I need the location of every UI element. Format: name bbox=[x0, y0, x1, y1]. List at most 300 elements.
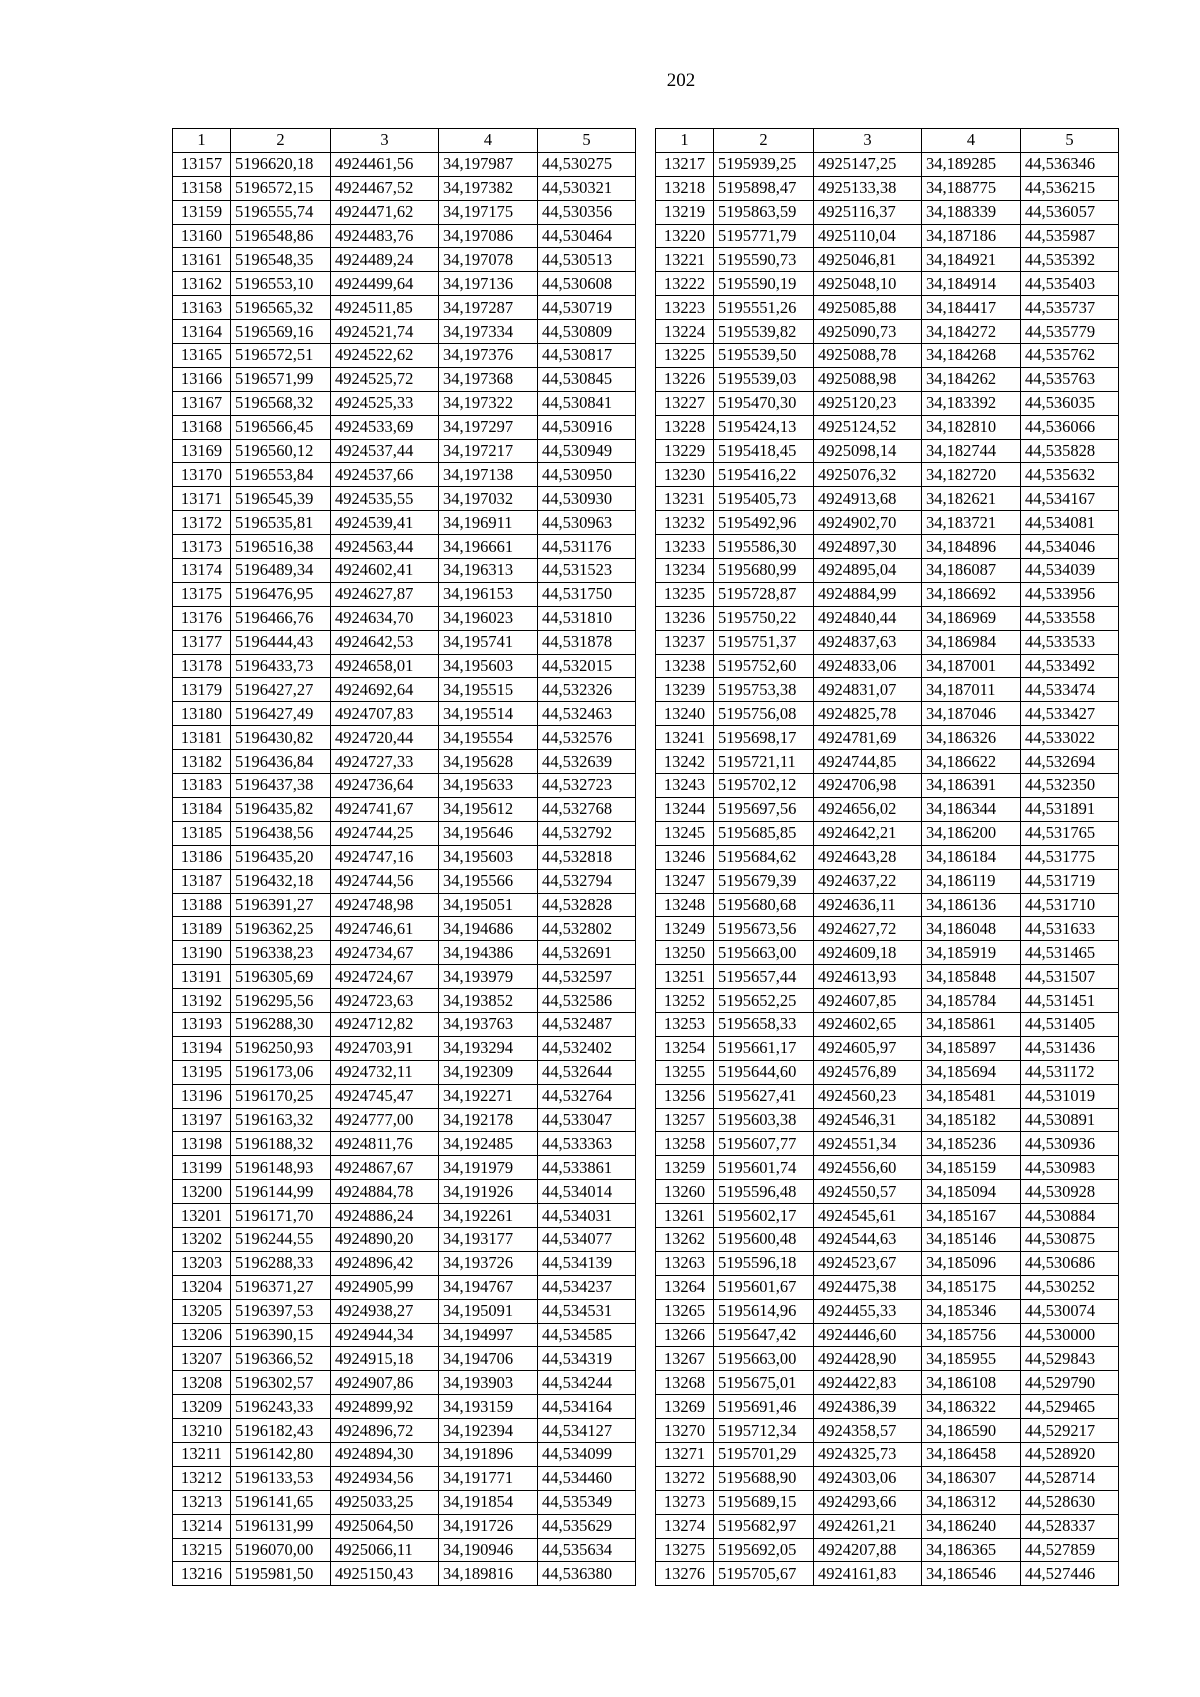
table-cell: 4924642,53 bbox=[331, 630, 439, 654]
table-cell: 34,185784 bbox=[922, 989, 1021, 1013]
table-cell: 34,185146 bbox=[922, 1227, 1021, 1251]
table-cell: 34,192485 bbox=[439, 1132, 538, 1156]
table-cell: 13235 bbox=[656, 582, 714, 606]
table-cell: 13259 bbox=[656, 1156, 714, 1180]
table-cell: 34,185167 bbox=[922, 1204, 1021, 1228]
table-cell: 13243 bbox=[656, 774, 714, 798]
table-cell: 34,193177 bbox=[439, 1227, 538, 1251]
table-cell: 5196566,45 bbox=[231, 415, 331, 439]
table-cell: 5195614,96 bbox=[714, 1299, 814, 1323]
table-cell: 13230 bbox=[656, 463, 714, 487]
table-cell: 13255 bbox=[656, 1060, 714, 1084]
table-cell: 44,536346 bbox=[1021, 152, 1119, 176]
table-cell: 5195602,17 bbox=[714, 1204, 814, 1228]
table-cell: 5196548,35 bbox=[231, 248, 331, 272]
table-cell: 13175 bbox=[173, 582, 231, 606]
table-cell: 13258 bbox=[656, 1132, 714, 1156]
table-cell: 13226 bbox=[656, 367, 714, 391]
table-row bbox=[173, 559, 636, 583]
table-cell: 4925110,04 bbox=[814, 224, 922, 248]
table-cell: 5195751,37 bbox=[714, 630, 814, 654]
table-cell: 34,197334 bbox=[439, 320, 538, 344]
table-cell: 5196133,53 bbox=[231, 1466, 331, 1490]
table-cell: 44,536066 bbox=[1021, 415, 1119, 439]
table-row bbox=[173, 1108, 636, 1132]
table-cell: 13169 bbox=[173, 439, 231, 463]
table-row bbox=[656, 1538, 1119, 1562]
table-cell: 44,535403 bbox=[1021, 272, 1119, 296]
table-cell: 44,532691 bbox=[538, 941, 636, 965]
table-cell: 4924658,01 bbox=[331, 654, 439, 678]
table-cell: 4924499,64 bbox=[331, 272, 439, 296]
table-cell: 4925085,88 bbox=[814, 296, 922, 320]
table-row bbox=[173, 248, 636, 272]
table-cell: 5195539,03 bbox=[714, 367, 814, 391]
table-cell: 44,530875 bbox=[1021, 1227, 1119, 1251]
table-cell: 4924446,60 bbox=[814, 1323, 922, 1347]
table-cell: 5195600,48 bbox=[714, 1227, 814, 1251]
table-cell: 4925120,23 bbox=[814, 391, 922, 415]
table-cell: 5196173,06 bbox=[231, 1060, 331, 1084]
table-cell: 5196548,86 bbox=[231, 224, 331, 248]
table-cell: 4924707,83 bbox=[331, 702, 439, 726]
table-cell: 44,532802 bbox=[538, 917, 636, 941]
table-row bbox=[656, 200, 1119, 224]
table-row bbox=[656, 391, 1119, 415]
table-cell: 5196560,12 bbox=[231, 439, 331, 463]
table-cell: 44,530686 bbox=[1021, 1251, 1119, 1275]
table-cell: 5195539,82 bbox=[714, 320, 814, 344]
table-cell: 13268 bbox=[656, 1371, 714, 1395]
table-cell: 4924896,42 bbox=[331, 1251, 439, 1275]
table-cell: 44,532586 bbox=[538, 989, 636, 1013]
table-cell: 13273 bbox=[656, 1490, 714, 1514]
table-cell: 44,534237 bbox=[538, 1275, 636, 1299]
table-cell: 44,530930 bbox=[538, 487, 636, 511]
table-cell: 34,185182 bbox=[922, 1108, 1021, 1132]
table-cell: 5196182,43 bbox=[231, 1419, 331, 1443]
table-cell: 4924455,33 bbox=[814, 1299, 922, 1323]
table-cell: 13194 bbox=[173, 1036, 231, 1060]
table-row bbox=[656, 1419, 1119, 1443]
table-cell: 13216 bbox=[173, 1562, 231, 1586]
table-cell: 5195673,56 bbox=[714, 917, 814, 941]
table-cell: 4924544,63 bbox=[814, 1227, 922, 1251]
table-cell: 44,530464 bbox=[538, 224, 636, 248]
table-cell: 13178 bbox=[173, 654, 231, 678]
table-cell: 34,186622 bbox=[922, 750, 1021, 774]
table-cell: 34,186200 bbox=[922, 821, 1021, 845]
table-row bbox=[656, 1347, 1119, 1371]
table-cell: 44,532350 bbox=[1021, 774, 1119, 798]
table-cell: 44,534127 bbox=[538, 1419, 636, 1443]
table-cell: 5195661,17 bbox=[714, 1036, 814, 1060]
table-cell: 34,186048 bbox=[922, 917, 1021, 941]
table-row bbox=[173, 320, 636, 344]
table-cell: 13240 bbox=[656, 702, 714, 726]
table-cell: 5196170,25 bbox=[231, 1084, 331, 1108]
table-cell: 44,530275 bbox=[538, 152, 636, 176]
table-cell: 44,530916 bbox=[538, 415, 636, 439]
table-cell: 5195682,97 bbox=[714, 1514, 814, 1538]
table-cell: 5195492,96 bbox=[714, 511, 814, 535]
table-cell: 13209 bbox=[173, 1395, 231, 1419]
table-cell: 13271 bbox=[656, 1442, 714, 1466]
table-cell: 4924656,02 bbox=[814, 797, 922, 821]
table-cell: 4924944,34 bbox=[331, 1323, 439, 1347]
table-cell: 4924602,41 bbox=[331, 559, 439, 583]
table-cell: 34,182621 bbox=[922, 487, 1021, 511]
table-cell: 4924736,64 bbox=[331, 774, 439, 798]
table-cell: 4924913,68 bbox=[814, 487, 922, 511]
table-cell: 44,531405 bbox=[1021, 1012, 1119, 1036]
table-cell: 44,530000 bbox=[1021, 1323, 1119, 1347]
table-row bbox=[656, 1227, 1119, 1251]
table-cell: 4924303,06 bbox=[814, 1466, 922, 1490]
table-row bbox=[656, 1371, 1119, 1395]
table-cell: 34,186458 bbox=[922, 1442, 1021, 1466]
table-cell: 4925133,38 bbox=[814, 176, 922, 200]
table-row bbox=[656, 439, 1119, 463]
table-cell: 13250 bbox=[656, 941, 714, 965]
column-header: 1 bbox=[656, 129, 714, 153]
table-cell: 34,197297 bbox=[439, 415, 538, 439]
table-cell: 13254 bbox=[656, 1036, 714, 1060]
table-cell: 4924811,76 bbox=[331, 1132, 439, 1156]
table-cell: 13163 bbox=[173, 296, 231, 320]
table-cell: 5196131,99 bbox=[231, 1514, 331, 1538]
table-cell: 4924537,44 bbox=[331, 439, 439, 463]
table-header-row bbox=[656, 129, 1119, 153]
table-cell: 5195658,33 bbox=[714, 1012, 814, 1036]
table-cell: 4924643,28 bbox=[814, 845, 922, 869]
table-row bbox=[173, 893, 636, 917]
table-cell: 13195 bbox=[173, 1060, 231, 1084]
table-cell: 5196371,27 bbox=[231, 1275, 331, 1299]
table-cell: 4924551,34 bbox=[814, 1132, 922, 1156]
table-cell: 4924837,63 bbox=[814, 630, 922, 654]
table-cell: 44,531176 bbox=[538, 535, 636, 559]
table-row bbox=[656, 1036, 1119, 1060]
table-cell: 34,194767 bbox=[439, 1275, 538, 1299]
table-cell: 5196390,15 bbox=[231, 1323, 331, 1347]
table-cell: 44,531810 bbox=[538, 606, 636, 630]
table-cell: 4924884,99 bbox=[814, 582, 922, 606]
column-header: 4 bbox=[439, 129, 538, 153]
table-cell: 4924741,67 bbox=[331, 797, 439, 821]
table-cell: 13162 bbox=[173, 272, 231, 296]
table-cell: 4924720,44 bbox=[331, 726, 439, 750]
table-cell: 13186 bbox=[173, 845, 231, 869]
table-cell: 44,532644 bbox=[538, 1060, 636, 1084]
table-cell: 34,186322 bbox=[922, 1395, 1021, 1419]
table-cell: 4925147,25 bbox=[814, 152, 922, 176]
column-header: 5 bbox=[538, 129, 636, 153]
table-cell: 5195657,44 bbox=[714, 965, 814, 989]
table-cell: 44,531719 bbox=[1021, 869, 1119, 893]
table-cell: 44,531451 bbox=[1021, 989, 1119, 1013]
table-cell: 13242 bbox=[656, 750, 714, 774]
table-cell: 13204 bbox=[173, 1275, 231, 1299]
coordinates-table-right bbox=[655, 128, 1119, 1586]
table-cell: 34,191726 bbox=[439, 1514, 538, 1538]
table-cell: 5195418,45 bbox=[714, 439, 814, 463]
table-row bbox=[173, 1395, 636, 1419]
table-cell: 5195728,87 bbox=[714, 582, 814, 606]
table-row bbox=[656, 1180, 1119, 1204]
table-cell: 5196163,32 bbox=[231, 1108, 331, 1132]
table-cell: 4924521,74 bbox=[331, 320, 439, 344]
table-cell: 5195607,77 bbox=[714, 1132, 814, 1156]
table-cell: 44,530513 bbox=[538, 248, 636, 272]
table-cell: 34,186590 bbox=[922, 1419, 1021, 1443]
table-cell: 4925048,10 bbox=[814, 272, 922, 296]
table-cell: 4924747,16 bbox=[331, 845, 439, 869]
table-cell: 5196288,30 bbox=[231, 1012, 331, 1036]
table-cell: 5196142,80 bbox=[231, 1442, 331, 1466]
table-cell: 34,186326 bbox=[922, 726, 1021, 750]
table-cell: 44,534531 bbox=[538, 1299, 636, 1323]
table-cell: 44,531750 bbox=[538, 582, 636, 606]
table-row bbox=[656, 797, 1119, 821]
table-cell: 4925066,11 bbox=[331, 1538, 439, 1562]
table-cell: 13159 bbox=[173, 200, 231, 224]
table-cell: 34,186307 bbox=[922, 1466, 1021, 1490]
table-cell: 4924894,30 bbox=[331, 1442, 439, 1466]
table-cell: 4924605,97 bbox=[814, 1036, 922, 1060]
table-row bbox=[656, 559, 1119, 583]
table-cell: 34,183392 bbox=[922, 391, 1021, 415]
table-cell: 44,532597 bbox=[538, 965, 636, 989]
table-row bbox=[173, 726, 636, 750]
table-cell: 44,528630 bbox=[1021, 1490, 1119, 1514]
table-row bbox=[656, 1132, 1119, 1156]
table-row bbox=[173, 1442, 636, 1466]
table-cell: 5196144,99 bbox=[231, 1180, 331, 1204]
table-cell: 34,197382 bbox=[439, 176, 538, 200]
table-cell: 34,182720 bbox=[922, 463, 1021, 487]
table-cell: 34,185096 bbox=[922, 1251, 1021, 1275]
table-cell: 34,196313 bbox=[439, 559, 538, 583]
table-cell: 13168 bbox=[173, 415, 231, 439]
table-row bbox=[173, 487, 636, 511]
coordinates-table-left bbox=[172, 128, 636, 1586]
table-cell: 13206 bbox=[173, 1323, 231, 1347]
table-row bbox=[656, 1395, 1119, 1419]
table-cell: 13197 bbox=[173, 1108, 231, 1132]
table-cell: 44,531172 bbox=[1021, 1060, 1119, 1084]
table-cell: 4924627,87 bbox=[331, 582, 439, 606]
table-row bbox=[656, 1562, 1119, 1586]
table-cell: 13182 bbox=[173, 750, 231, 774]
table-cell: 34,191926 bbox=[439, 1180, 538, 1204]
table-cell: 13173 bbox=[173, 535, 231, 559]
table-cell: 44,528337 bbox=[1021, 1514, 1119, 1538]
table-cell: 13233 bbox=[656, 535, 714, 559]
table-cell: 34,193294 bbox=[439, 1036, 538, 1060]
table-cell: 34,185955 bbox=[922, 1347, 1021, 1371]
table-cell: 44,530884 bbox=[1021, 1204, 1119, 1228]
table-cell: 34,195628 bbox=[439, 750, 538, 774]
table-cell: 34,193852 bbox=[439, 989, 538, 1013]
table-cell: 5195771,79 bbox=[714, 224, 814, 248]
table-cell: 44,535763 bbox=[1021, 367, 1119, 391]
table-cell: 44,534099 bbox=[538, 1442, 636, 1466]
table-cell: 44,534167 bbox=[1021, 487, 1119, 511]
table-cell: 44,529465 bbox=[1021, 1395, 1119, 1419]
table-cell: 5196555,74 bbox=[231, 200, 331, 224]
table-cell: 4924607,85 bbox=[814, 989, 922, 1013]
table-cell: 34,187046 bbox=[922, 702, 1021, 726]
table-cell: 13246 bbox=[656, 845, 714, 869]
table-cell: 13215 bbox=[173, 1538, 231, 1562]
table-cell: 44,530928 bbox=[1021, 1180, 1119, 1204]
table-cell: 13239 bbox=[656, 678, 714, 702]
table-cell: 4924386,39 bbox=[814, 1395, 922, 1419]
table-cell: 13265 bbox=[656, 1299, 714, 1323]
table-cell: 4924537,66 bbox=[331, 463, 439, 487]
table-cell: 4924706,98 bbox=[814, 774, 922, 798]
table-row bbox=[173, 702, 636, 726]
table-cell: 5195679,39 bbox=[714, 869, 814, 893]
table-cell: 44,534244 bbox=[538, 1371, 636, 1395]
table-cell: 5195596,18 bbox=[714, 1251, 814, 1275]
table-cell: 5195981,50 bbox=[231, 1562, 331, 1586]
table-cell: 44,528714 bbox=[1021, 1466, 1119, 1490]
table-cell: 34,186365 bbox=[922, 1538, 1021, 1562]
table-cell: 13165 bbox=[173, 344, 231, 368]
table-cell: 5196432,18 bbox=[231, 869, 331, 893]
table-cell: 34,197287 bbox=[439, 296, 538, 320]
table-cell: 4924556,60 bbox=[814, 1156, 922, 1180]
table-cell: 34,194997 bbox=[439, 1323, 538, 1347]
table-row bbox=[656, 1442, 1119, 1466]
table-cell: 13253 bbox=[656, 1012, 714, 1036]
table-row bbox=[656, 726, 1119, 750]
table-row bbox=[173, 1156, 636, 1180]
table-cell: 5195863,59 bbox=[714, 200, 814, 224]
table-row bbox=[173, 463, 636, 487]
table-row bbox=[173, 606, 636, 630]
table-cell: 13232 bbox=[656, 511, 714, 535]
table-cell: 5196295,56 bbox=[231, 989, 331, 1013]
table-cell: 44,533427 bbox=[1021, 702, 1119, 726]
table-cell: 4924634,70 bbox=[331, 606, 439, 630]
table-cell: 34,197322 bbox=[439, 391, 538, 415]
table-cell: 44,530608 bbox=[538, 272, 636, 296]
table-cell: 34,184268 bbox=[922, 344, 1021, 368]
table-cell: 5196466,76 bbox=[231, 606, 331, 630]
table-cell: 13200 bbox=[173, 1180, 231, 1204]
table-row bbox=[173, 1419, 636, 1443]
column-header: 3 bbox=[331, 129, 439, 153]
table-row bbox=[173, 1251, 636, 1275]
table-cell: 5196553,84 bbox=[231, 463, 331, 487]
table-row bbox=[173, 821, 636, 845]
table-cell: 44,530356 bbox=[538, 200, 636, 224]
table-cell: 13217 bbox=[656, 152, 714, 176]
table-cell: 5195590,19 bbox=[714, 272, 814, 296]
table-cell: 4924899,92 bbox=[331, 1395, 439, 1419]
table-row bbox=[656, 1084, 1119, 1108]
table-cell: 34,195091 bbox=[439, 1299, 538, 1323]
table-row bbox=[173, 582, 636, 606]
table-row bbox=[656, 702, 1119, 726]
table-row bbox=[656, 1323, 1119, 1347]
table-cell: 5195689,15 bbox=[714, 1490, 814, 1514]
table-cell: 5195692,05 bbox=[714, 1538, 814, 1562]
table-cell: 4925046,81 bbox=[814, 248, 922, 272]
table-cell: 44,536380 bbox=[538, 1562, 636, 1586]
table-cell: 4924602,65 bbox=[814, 1012, 922, 1036]
table-row bbox=[656, 630, 1119, 654]
table-cell: 34,196153 bbox=[439, 582, 538, 606]
table-cell: 13207 bbox=[173, 1347, 231, 1371]
table-cell: 44,534319 bbox=[538, 1347, 636, 1371]
table-cell: 4924207,88 bbox=[814, 1538, 922, 1562]
table-cell: 34,197376 bbox=[439, 344, 538, 368]
table-cell: 44,532487 bbox=[538, 1012, 636, 1036]
table-cell: 44,534139 bbox=[538, 1251, 636, 1275]
table-cell: 5196397,53 bbox=[231, 1299, 331, 1323]
table-cell: 4925088,98 bbox=[814, 367, 922, 391]
table-cell: 34,184896 bbox=[922, 535, 1021, 559]
table-cell: 13188 bbox=[173, 893, 231, 917]
table-cell: 13214 bbox=[173, 1514, 231, 1538]
table-cell: 44,534585 bbox=[538, 1323, 636, 1347]
table-cell: 44,530949 bbox=[538, 439, 636, 463]
table-cell: 13222 bbox=[656, 272, 714, 296]
table-cell: 44,530252 bbox=[1021, 1275, 1119, 1299]
table-cell: 4924934,56 bbox=[331, 1466, 439, 1490]
table-cell: 5195647,42 bbox=[714, 1323, 814, 1347]
table-cell: 5195644,60 bbox=[714, 1060, 814, 1084]
table-cell: 34,183721 bbox=[922, 511, 1021, 535]
table-row bbox=[173, 989, 636, 1013]
table-row bbox=[656, 941, 1119, 965]
table-cell: 44,530841 bbox=[538, 391, 636, 415]
table-cell: 44,535762 bbox=[1021, 344, 1119, 368]
table-cell: 4924896,72 bbox=[331, 1419, 439, 1443]
table-cell: 44,533474 bbox=[1021, 678, 1119, 702]
table-cell: 44,532768 bbox=[538, 797, 636, 821]
table-cell: 4924475,38 bbox=[814, 1275, 922, 1299]
table-row bbox=[173, 1562, 636, 1586]
table-cell: 34,182744 bbox=[922, 439, 1021, 463]
table-cell: 13176 bbox=[173, 606, 231, 630]
table-cell: 34,191896 bbox=[439, 1442, 538, 1466]
table-cell: 5196444,43 bbox=[231, 630, 331, 654]
table-cell: 5196430,82 bbox=[231, 726, 331, 750]
table-cell: 44,534460 bbox=[538, 1466, 636, 1490]
table-cell: 44,532764 bbox=[538, 1084, 636, 1108]
table-row bbox=[656, 272, 1119, 296]
table-cell: 4924727,33 bbox=[331, 750, 439, 774]
column-header: 1 bbox=[173, 129, 231, 153]
table-cell: 13190 bbox=[173, 941, 231, 965]
table-row bbox=[656, 344, 1119, 368]
table-row bbox=[656, 1251, 1119, 1275]
table-cell: 5196535,81 bbox=[231, 511, 331, 535]
table-cell: 44,533558 bbox=[1021, 606, 1119, 630]
table-cell: 13227 bbox=[656, 391, 714, 415]
table-cell: 34,197078 bbox=[439, 248, 538, 272]
table-cell: 5196250,93 bbox=[231, 1036, 331, 1060]
table-cell: 44,533363 bbox=[538, 1132, 636, 1156]
table-cell: 44,532794 bbox=[538, 869, 636, 893]
table-cell: 34,184417 bbox=[922, 296, 1021, 320]
table-cell: 34,195603 bbox=[439, 654, 538, 678]
